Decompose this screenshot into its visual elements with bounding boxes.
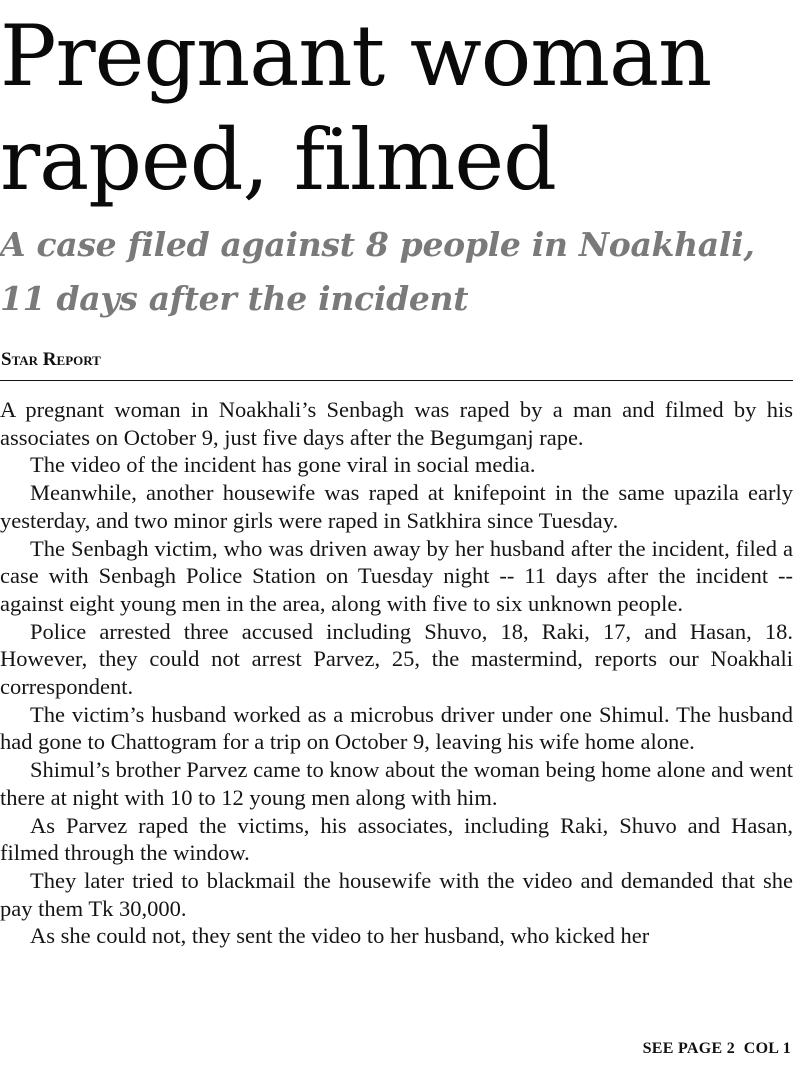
paragraph-5: Police arrested three accused including Shuvo, 18, Raki, 17, and Hasan, 18. However, they could not arrest Parvez, 25, the mastermind, reports our Noakhali correspondent. xyxy=(0,618,793,700)
continuation-note: SEE PAGE 2 COL 1 xyxy=(642,1040,791,1057)
paragraph-2: The video of the incident has gone viral in social media. xyxy=(30,452,536,478)
paragraph-1: A pregnant woman in Noakhali’s Senbagh was raped by a man and filmed by his associates on October 9, just five days after the Begumganj rape. xyxy=(0,397,793,450)
paragraph-7: Shimul’s brother Parvez came to know about the woman being home alone and went there at night with 10 to 12 young men along with him. xyxy=(0,757,793,810)
headline-line-2: raped, filmed xyxy=(0,111,556,209)
byline-divider xyxy=(0,380,793,381)
subheadline-line-2: 11 days after the incident xyxy=(0,279,469,318)
paragraph-4: The Senbagh victim, who was driven away by her husband after the incident, filed a case with Senbagh Police Station on Tuesday night -- 11 days after the incident -- against eight young men in the area, along with five to six unknown people. xyxy=(0,535,793,616)
paragraph-3: Meanwhile, another housewife was raped at knifepoint in the same upazila early yesterday, and two minor girls were raped in Satkhira since Tuesday. xyxy=(0,480,793,533)
paragraph-8: As Parvez raped the victims, his associates, including Raki, Shuvo and Hasan, filmed through the window. xyxy=(0,812,793,866)
paragraph-9: They later tried to blackmail the housewife with the video and demanded that she pay them Tk 30,000. xyxy=(0,867,793,921)
headline xyxy=(0,4,793,212)
paragraph-10: As she could not, they sent the video to her husband, who kicked her xyxy=(30,923,650,949)
headline-line-1: Pregnant woman xyxy=(0,7,712,105)
subheadline-line-1: A case filed against 8 people in Noakhali, xyxy=(0,225,755,264)
paragraph-6: The victim’s husband worked as a microbus driver under one Shimul. The husband had gone to Chattogram for a trip on October 9, leaving his wife home alone. xyxy=(0,701,793,755)
subheadline xyxy=(0,218,793,326)
article-body xyxy=(0,396,793,950)
byline: Star Report xyxy=(1,349,101,370)
